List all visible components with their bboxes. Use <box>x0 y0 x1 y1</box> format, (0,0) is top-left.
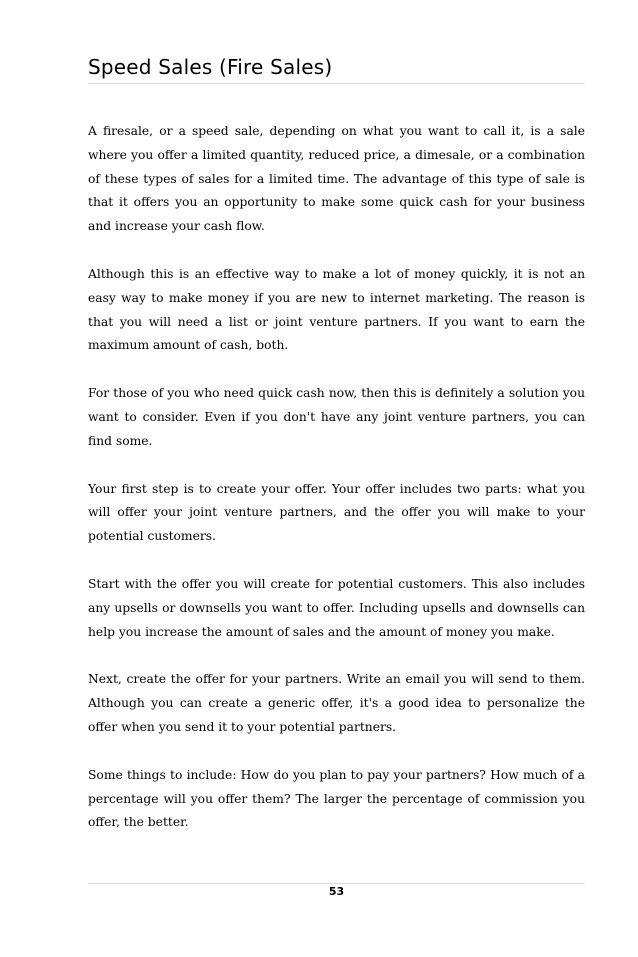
title-divider <box>88 83 585 84</box>
paragraph: Your first step is to create your offer. Your offer includes two parts: what you will offer your joint venture partners, and the offer you will make to your potential customers. <box>88 481 585 544</box>
page-title: Speed Sales (Fire Sales) <box>88 55 333 79</box>
paragraph: Some things to include: How do you plan to pay your partners? How much of a percentage will you offer them? The larger the percentage of commission you offer, the better. <box>88 767 585 830</box>
paragraph: For those of you who need quick cash now, then this is definitely a solution you want to consider. Even if you don't have any joint venture partners, you can find some. <box>88 386 585 448</box>
paragraph: A firesale, or a speed sale, depending on what you want to call it, is a sale where you offer a limited quantity, reduced price, a dimesale, or a combination of these types of sales for a limited time. The advantage of this type of sale is that it offers you an opportunity to make some quick cash for your business and increase your cash flow. <box>88 124 585 234</box>
paragraph: Next, create the offer for your partners. Write an email you will send to them. Although you can create a generic offer, it's a good idea to personalize the offer when you send it to your potential partners. <box>88 672 585 734</box>
body-text <box>88 120 585 859</box>
paragraph: Start with the offer you will create for potential customers. This also includes any upsells or downsells you want to offer. Including upsells and downsells can help you increase the amount of sales and the amount of money you make. <box>88 576 585 639</box>
page-number: 53 <box>328 885 345 898</box>
paragraph: Although this is an effective way to make a lot of money quickly, it is not an easy way to make money if you are new to internet marketing. The reason is that you will need a list or joint venture partners. If you want to earn the maximum amount of cash, both. <box>88 266 585 353</box>
